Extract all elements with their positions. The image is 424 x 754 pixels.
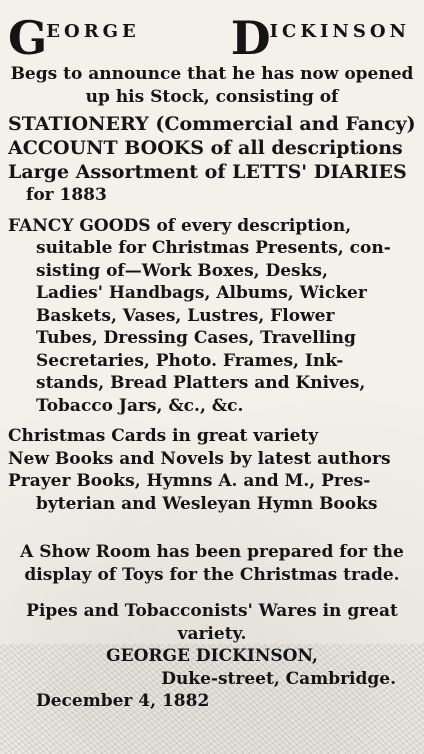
first-rest: EORGE: [46, 21, 140, 42]
pipes-line: variety.: [177, 623, 247, 644]
fancy-goods-line: Tubes, Dressing Cases, Travelling: [36, 328, 356, 348]
first-initial: G: [8, 11, 47, 65]
fancy-goods-line: Baskets, Vases, Lustres, Flower: [36, 305, 335, 326]
category-line: STATIONERY (Commercial and Fancy): [8, 113, 416, 135]
category-line: Large Assortment of LETTS' DIARIES: [8, 161, 407, 183]
category-line: ACCOUNT BOOKS of all descriptions: [8, 137, 403, 159]
last-rest: ICKINSON: [269, 21, 410, 42]
signature-name: GEORGE DICKINSON,: [106, 646, 318, 666]
fancy-goods-line: Secretaries, Photo. Frames, Ink-: [36, 350, 344, 371]
category-line: for 1883: [26, 185, 107, 205]
fancy-goods-line: Ladies' Handbags, Albums, Wicker: [36, 283, 367, 303]
showroom-block: [8, 541, 416, 586]
books-block: [8, 425, 416, 515]
fancy-goods-line: stands, Bread Platters and Knives,: [36, 373, 366, 393]
masthead-first-name: [8, 11, 140, 65]
showroom-line: display of Toys for the Christmas trade.: [24, 564, 400, 585]
books-line: New Books and Novels by latest authors: [8, 448, 391, 469]
intro-block: [8, 63, 416, 108]
fancy-goods-block: [8, 215, 416, 418]
masthead-last-name: [230, 11, 410, 65]
books-line: Christmas Cards in great variety: [8, 426, 319, 446]
signature-block: [8, 645, 416, 713]
books-line: Prayer Books, Hymns A. and M., Pres-: [8, 471, 371, 491]
pipes-block: [8, 600, 416, 645]
intro-line: up his Stock, consisting of: [85, 86, 339, 107]
fancy-goods-line: Tobacco Jars, &c., &c.: [36, 395, 244, 416]
signature-address: Duke-street, Cambridge.: [161, 668, 396, 689]
signature-date: December 4, 1882: [36, 691, 210, 711]
intro-line: Begs to announce that he has now opened: [10, 64, 414, 84]
categories-block: [8, 112, 416, 207]
fancy-goods-line: sisting of—Work Boxes, Desks,: [36, 260, 328, 281]
pipes-line: Pipes and Tobacconists' Wares in great: [26, 601, 398, 621]
last-initial: D: [230, 11, 270, 65]
masthead: [8, 6, 416, 65]
fancy-goods-line: suitable for Christmas Presents, con-: [36, 238, 391, 258]
books-line: byterian and Wesleyan Hymn Books: [36, 493, 378, 514]
fancy-goods-line: FANCY GOODS of every description,: [8, 215, 352, 236]
showroom-line: A Show Room has been prepared for the: [20, 542, 404, 562]
